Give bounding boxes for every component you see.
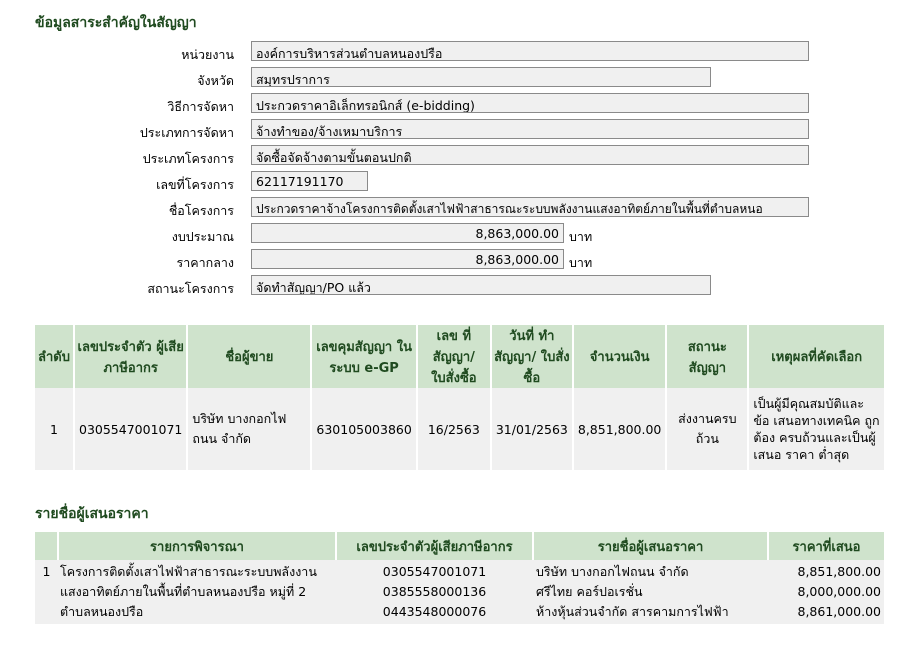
col-no: ลำดับ [35,325,74,388]
cell-date: 31/01/2563 [491,388,573,470]
label-budget: งบประมาณ [171,229,234,244]
field-project-no: 62117191170 [251,171,368,191]
col-egp-no: เลขคุมสัญญา ในระบบ e-GP [311,325,416,388]
col-bid-price: ราคาที่เสนอ [768,532,884,560]
contract-info-title: ข้อมูลสาระสำคัญในสัญญา [35,15,197,31]
bid-prices [768,560,884,624]
label-agency: หน่วยงาน [181,47,234,62]
col-date: วันที่ ทำสัญญา/ ใบสั่งซื้อ [491,325,573,388]
bid-tax-id: 0443548000076 [382,604,487,619]
cell-tax-id: 0305547001071 [74,388,187,470]
label-province: จังหวัด [197,73,234,88]
label-procurement-type: ประเภทการจัดหา [139,125,234,140]
field-median-price: 8,863,000.00 [251,249,564,269]
col-bid-name: รายชื่อผู้เสนอราคา [533,532,768,560]
field-project-status: จัดทำสัญญา/PO แล้ว [251,275,711,295]
col-bid-item: รายการพิจารณา [58,532,336,560]
field-procurement-type: จ้างทำของ/จ้างเหมาบริการ [251,119,809,139]
bid-item-no: 1 [35,560,58,624]
cell-no: 1 [35,388,74,470]
bid-item-line: โครงการติดตั้งเสาไฟฟ้าสาธารณะระบบพลังงาน [60,564,317,579]
bid-tax-ids [336,560,533,624]
bid-price: 8,000,000.00 [797,584,881,599]
bidders-table [35,532,884,624]
bid-item [58,560,336,624]
cell-contract-no: 16/2563 [417,388,491,470]
cell-amount: 8,851,800.00 [573,388,667,470]
bid-tax-id: 0305547001071 [382,564,487,579]
bid-names [533,560,768,624]
field-method: ประกวดราคาอิเล็กทรอนิกส์ (e-bidding) [251,93,809,113]
contract-table [35,325,884,470]
col-reason: เหตุผลที่คัดเลือก [748,325,884,388]
cell-status: ส่งงานครบ ถ้วน [666,388,748,470]
col-tax-id: เลขประจำตัว ผู้เสียภาษีอากร [74,325,187,388]
table-row [35,388,884,470]
unit-budget: บาท [569,229,593,244]
bid-item-line: ตำบลหนองปรือ [60,604,144,619]
field-province: สมุทรปราการ [251,67,711,87]
col-contract-no: เลข ที่สัญญา/ ใบสั่งซื้อ [417,325,491,388]
label-project-name: ชื่อโครงการ [168,203,234,218]
label-method: วิธีการจัดหา [167,99,234,114]
contract-table-header [35,325,884,388]
bid-price: 8,861,000.00 [797,604,881,619]
col-bid-tax-id: เลขประจำตัวผู้เสียภาษีอากร [336,532,533,560]
bidders-title: รายชื่อผู้เสนอราคา [35,506,149,522]
cell-egp-no: 630105003860 [311,388,416,470]
bid-price: 8,851,800.00 [797,564,881,579]
label-project-type: ประเภทโครงการ [142,151,234,166]
cell-reason: เป็นผู้มีคุณสมบัติและข้อ เสนอทางเทคนิค ถูกต้อง ครบถ้วนและเป็นผู้เสนอ ราคา ต่ำสุด [748,388,884,470]
bid-name: บริษัท บางกอกไฟถนน จำกัด [536,564,689,579]
col-status: สถานะ สัญญา [666,325,748,388]
bid-item-line: แสงอาทิตย์ภายในพื้นที่ตำบลหนองปรือ หมู่ที่ 2 [60,584,307,599]
col-vendor: ชื่อผู้ขาย [187,325,311,388]
label-median-price: ราคากลาง [176,255,234,270]
cell-vendor: บริษัท บางกอกไฟ ถนน จำกัด [187,388,311,470]
field-project-name: ประกวดราคาจ้างโครงการติดตั้งเสาไฟฟ้าสาธารณะระบบพลังงานแสงอาทิตย์ภายในพื้นที่ตำบลหนอ [251,197,809,217]
field-agency: องค์การบริหารส่วนตำบลหนองปรือ [251,41,809,61]
col-bid-no [35,532,58,560]
label-project-no: เลขที่โครงการ [156,177,234,192]
field-budget: 8,863,000.00 [251,223,564,243]
field-project-type: จัดซื้อจัดจ้างตามขั้นตอนปกติ [251,145,809,165]
unit-median-price: บาท [569,255,593,270]
label-project-status: สถานะโครงการ [147,281,234,296]
bid-name: ศรีไทย คอร์ปอเรชั่น [536,584,643,599]
bid-name: ห้างหุ้นส่วนจำกัด สารคามการไฟฟ้า [536,604,729,619]
bid-tax-id: 0385558000136 [382,584,487,599]
bidders-table-header [35,532,884,560]
table-row [35,560,884,624]
col-amount: จำนวนเงิน [573,325,667,388]
